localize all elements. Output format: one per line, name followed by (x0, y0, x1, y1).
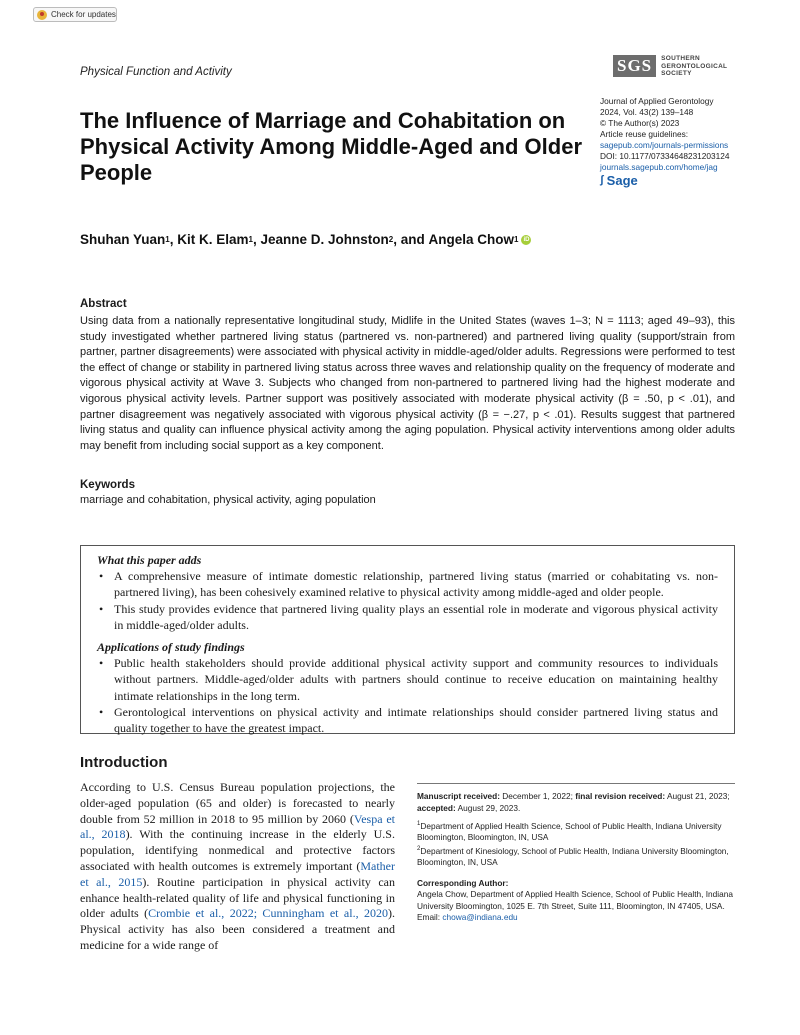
list-item: • Public health stakeholders should provide additional physical activity support and community resources to individuals without partners. Middle-aged/older adults with partners should continue to receive education on maintaining healthy intimate relationships in the long term. (97, 655, 718, 704)
affiliation-2: Department of Kinesiology, School of Public Health, Indiana University Bloomington, Bloomington, IN, USA (417, 845, 729, 868)
citation-link[interactable]: Mather et al., 2015 (80, 858, 395, 889)
author-name: Shuhan Yuan (80, 232, 166, 247)
highlights-box (80, 545, 735, 734)
society-logo (613, 55, 727, 78)
orcid-icon[interactable]: iD (523, 236, 530, 243)
author-affiliation: 2 (388, 235, 394, 244)
author-affiliation: 1 (165, 235, 170, 244)
reuse-label: Article reuse guidelines: (600, 129, 689, 139)
journal-name: Journal of Applied Gerontology (600, 96, 714, 106)
keywords-heading: Keywords (80, 479, 135, 491)
box-heading-adds: What this paper adds (97, 553, 202, 567)
abstract-heading: Abstract (80, 298, 127, 310)
check-for-updates-label: Check for updates (51, 10, 116, 19)
author-name: Jeanne D. Johnston (260, 232, 389, 247)
introduction-text: According to U.S. Census Bureau population projections, the older-aged population (65 and older) is forecasted to nearly double from 52 million in 2018 to 95 million by 2060 (Vespa et al., 2018). With the continuing increase in the elderly U.S. population, identifying nonmedical and protective factors associated with health outcomes is extremely important (Mather et al., 2015). Routine participation in physical activity can enhance health-related quality of life and physical functioning in older adults (Crombie et al., 2022; Cunningham et al., 2020). Physical activity has also been considered a treatment and medicine for a wide range of (80, 780, 395, 952)
journal-volume: 2024, Vol. 43(2) 139–148 (600, 107, 694, 117)
check-for-updates-button[interactable] (33, 7, 117, 22)
affiliation-1: $^1$Department of Applied Health Science, School of Public Health, Indiana University Bloomington, Bloomington, IN, USA $^2$Department of Kinesiology, School of Public Health, Indiana University Bloomington, Bloomington, IN, USA (417, 820, 729, 868)
article-title: The Influence of Marriage and Cohabitation on Physical Activity Among Middle-Aged and Older People (80, 108, 583, 185)
manuscript-dates: Manuscript received: December 1, 2022; final revision received: August 21, 2023; accepted: August 29, 2023. (417, 791, 732, 813)
divider (417, 783, 735, 784)
author-list: Shuhan Yuan 1 , Kit K. Elam 1 , Jeanne D. Johnston 2 , and Angela Chow 1 iD (80, 232, 530, 247)
author-name: Kit K. Elam (177, 232, 249, 247)
citation-link[interactable]: Vespa et al., 2018 (80, 811, 395, 842)
doi[interactable]: DOI: 10.1177/07334648231203124 (600, 151, 730, 161)
section-label: Physical Function and Activity (80, 66, 232, 78)
citation-link[interactable]: Crombie et al., 2022; Cunningham et al., 2020 (148, 906, 388, 921)
list-item: • A comprehensive measure of intimate domestic relationship, partnered living status (married or cohabitating vs. non-partnered living), has been cohesively examined relative to physical activity among middle-aged and older people. (97, 568, 718, 600)
society-name: SOUTHERN GERONTOLOGICAL SOCIETY (661, 55, 728, 77)
abstract-text: Using data from a nationally representative longitudinal study, Midlife in the United States (waves 1–3; N = 1113; aged 49–93), this study investigated whether partnered living status (partnered vs. non-partnered) and partnered living quality (support/strain from partner, partner disagreements) were associated with physical activity in middle-aged/older adults. Regressions were performed to test the effect of change or stability in partnered living status across three waves and relationship quality on the frequency of moderate and vigorous physical activity at Wave 3. Subjects who changed from non-partnered to partnered living had the highest moderate and vigorous physical activity levels. Partner support was positively associated with moderate physical activity (β = .50, p < .01), and partner disagreement was negatively associated with vigorous physical activity (β = −.27, p < .01). Results suggest that partnered living status and quality can influence physical activity among the aging population. Physical activity interventions among older adults may benefit from including social support as a key component. (80, 315, 735, 452)
sage-s-icon: ʃ (600, 174, 604, 186)
journal-meta (600, 96, 750, 186)
author-name: Angela Chow (428, 232, 514, 247)
journal-home-link[interactable]: journals.sagepub.com/home/jag (600, 162, 718, 172)
introduction-heading: Introduction (80, 754, 168, 771)
list-item: • This study provides evidence that partnered living quality plays an essential role in moderate and vigorous physical activity in middle-aged/older adults. (97, 601, 718, 633)
crossmark-icon (37, 10, 47, 20)
permissions-link[interactable]: sagepub.com/journals-permissions (600, 140, 729, 150)
keywords-text: marriage and cohabitation, physical activity, aging population (80, 494, 376, 506)
sage-logo (600, 175, 750, 186)
list-item: • Gerontological interventions on physical activity and intimate relationships should consider partnered living status and quality together to have the greatest impact. (97, 704, 718, 736)
sgs-logo-mark: SGS (613, 55, 656, 77)
email-link[interactable]: chowa@indiana.edu (442, 912, 518, 923)
manuscript-info (417, 791, 735, 929)
copyright: © The Author(s) 2023 (600, 118, 680, 128)
corresponding-author: Corresponding Author: Angela Chow, Department of Applied Health Science, School of Public Health, Indiana University Bloomington, 1025 E. 7th Street, Suite 111, Bloomington, IN 47405, USA. Email: chowa@indiana.edu (417, 877, 733, 923)
publisher-name: Sage (606, 173, 638, 188)
author-affiliation: 1 (513, 235, 519, 244)
box-heading-applications: Applications of study findings (97, 640, 245, 655)
author-affiliation: 1 (248, 235, 253, 244)
